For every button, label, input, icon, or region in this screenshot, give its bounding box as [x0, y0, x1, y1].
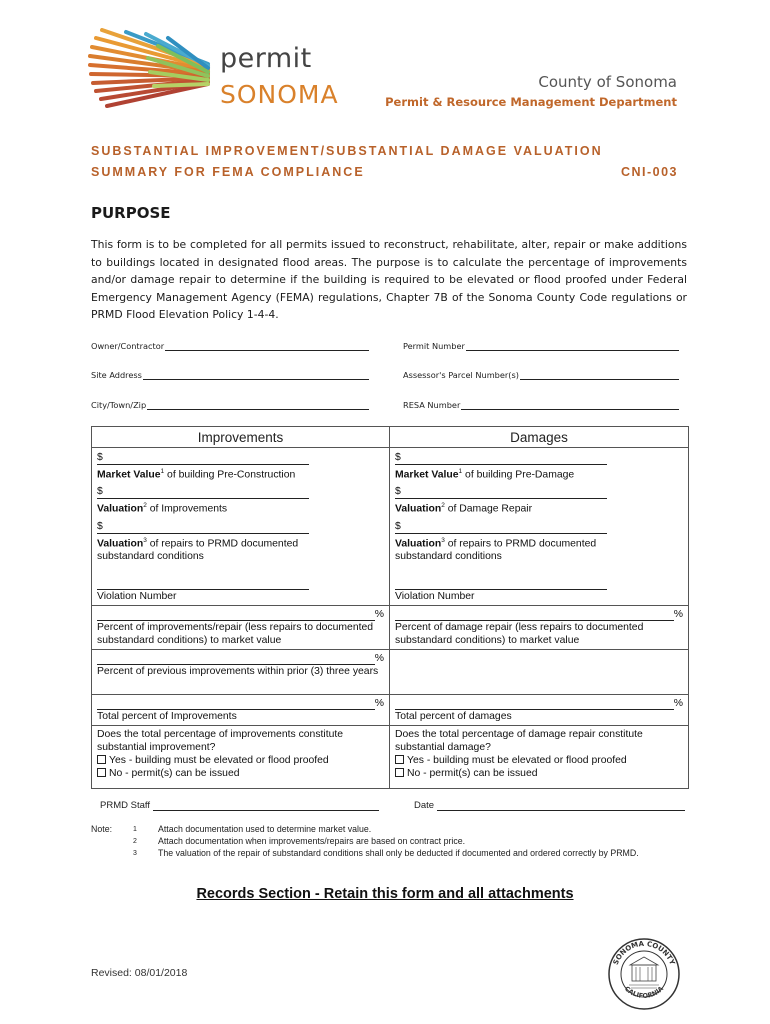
imp-question: Does the total percentage of improvements constitute substantial improvement? — [97, 729, 344, 754]
note-item: Attach documentation when improvements/repairs are based on contract price. — [158, 835, 466, 846]
dmg-total-input[interactable]: % — [395, 697, 683, 710]
date-field[interactable] — [414, 799, 685, 811]
purpose-text: This form is to be completed for all permits issued to reconstruct, rehabilitate, alter, repair or make additions to buildings located in designated flood areas. The purpose is to calculate the percentage of improvements and/or damage repair to determine if the building is required to be elevated or flood proofed under Federal Emergency Management Agency (FEMA) regulations, Chapter 7B of the Sonoma County Code regulations or PRMD Flood Elevation Policy 1-4-4. — [91, 238, 687, 321]
form-title-line1: SUBSTANTIAL IMPROVEMENT/SUBSTANTIAL DAMAGE VALUATION — [91, 144, 603, 158]
imp-percent-input[interactable]: % — [97, 608, 384, 621]
imp-violation-input[interactable] — [97, 575, 309, 590]
form-title-line2: SUMMARY FOR FEMA COMPLIANCE — [91, 165, 365, 179]
damages-header: Damages — [390, 427, 689, 448]
logo-word-permit: permit — [220, 43, 312, 74]
resa-label: RESA Number — [403, 400, 461, 410]
records-section: Records Section - Retain this form and all attachments — [196, 886, 574, 902]
site-address-field[interactable] — [91, 369, 369, 380]
imp-total-label: Total percent of Improvements — [97, 711, 237, 723]
logo-word-sonoma: SONOMA — [220, 80, 339, 109]
svg-text:CALIFORNIA: CALIFORNIA — [622, 984, 666, 1000]
dmg-question: Does the total percentage of damage repair constitute substantial damage? — [395, 729, 643, 754]
imp-total-cell — [92, 695, 390, 726]
dmg-percent-label: Percent of damage repair (less repairs to documented substandard conditions) to market value — [395, 622, 644, 647]
dmg-percent-cell — [390, 606, 689, 650]
dmg-question-cell — [390, 726, 689, 789]
permit-number-field[interactable] — [403, 340, 679, 351]
notes-list: 1 Attach documentation used to determine market value. 2 Attach documentation when improvements/repairs are based on contract price. 3 The valuation of the repair of substandard conditions shall only be deducted if documented and ordered correctly by PRMD. — [133, 824, 639, 858]
imp-repairs-input[interactable]: $ — [97, 520, 309, 534]
dmg-total-cell — [390, 695, 689, 726]
city-field[interactable] — [91, 399, 369, 410]
valuation-table — [91, 426, 689, 789]
imp-question-cell — [92, 726, 390, 789]
dmg-violation-label: Violation Number — [395, 591, 475, 603]
department-name: Permit & Resource Management Department — [385, 95, 677, 109]
dmg-total-label: Total percent of damages — [395, 711, 512, 723]
prior-percent-cell — [92, 650, 390, 695]
note-item: The valuation of the repair of substandard conditions shall only be deducted if documented and ordered correctly by PRMD. — [158, 847, 639, 858]
prior-percent-input[interactable]: % — [97, 652, 384, 665]
improvements-header: Improvements — [92, 427, 390, 448]
imp-total-input[interactable]: % — [97, 697, 384, 710]
apn-label: Assessor's Parcel Number(s) — [403, 370, 519, 380]
date-label: Date — [414, 800, 435, 811]
improvements-values-cell: $ Market Value$^1$ of building Pre-Construction $ Valuation$^2$ of Improvements $ Valuation$^3$ of repairs to PRMD documented substandard conditions Violation Number — [92, 448, 390, 606]
imp-percent-label: Percent of improvements/repair (less repairs to documented substandard conditions) to market value — [97, 622, 374, 647]
city-label: City/Town/Zip — [91, 400, 147, 410]
dmg-no-checkbox[interactable]: No - permit(s) can be issued — [395, 767, 683, 780]
revised-date: Revised: 08/01/2018 — [91, 967, 188, 979]
dmg-valuation-input[interactable]: $ — [395, 485, 607, 499]
dmg-percent-input[interactable]: % — [395, 608, 683, 621]
site-address-label: Site Address — [91, 370, 142, 380]
prior-percent-label: Percent of previous improvements within prior (3) three years — [97, 666, 379, 678]
dmg-market-value-input[interactable]: $ — [395, 451, 607, 465]
imp-no-checkbox[interactable]: No - permit(s) can be issued — [97, 767, 384, 780]
dmg-violation-input[interactable] — [395, 575, 607, 590]
purpose-heading: PURPOSE — [91, 204, 171, 222]
imp-percent-cell — [92, 606, 390, 650]
apn-field[interactable] — [403, 369, 679, 380]
imp-yes-checkbox[interactable]: Yes - building must be elevated or flood proofed — [97, 754, 384, 767]
imp-violation-label: Violation Number — [97, 591, 177, 603]
county-name: County of Sonoma — [538, 73, 677, 91]
owner-label: Owner/Contractor — [91, 341, 165, 351]
svg-text:SONOMA COUNTY: SONOMA COUNTY — [611, 939, 677, 967]
note-label: Note: — [91, 824, 113, 834]
imp-market-value-input[interactable]: $ — [97, 451, 309, 465]
prmd-staff-label: PRMD Staff — [100, 800, 150, 811]
county-seal-icon — [607, 937, 681, 1011]
permit-sonoma-logo-icon — [88, 28, 218, 110]
damages-values-cell: $ Market Value$^1$ of building Pre-Damage $ Valuation$^2$ of Damage Repair $ Valuation$^3$ of repairs to PRMD documented substandard conditions Violation Number — [390, 448, 689, 606]
imp-valuation-input[interactable]: $ — [97, 485, 309, 499]
empty-cell — [390, 650, 689, 695]
owner-field[interactable] — [91, 340, 369, 351]
form-code: CNI-003 — [620, 165, 678, 179]
prmd-staff-field[interactable] — [100, 799, 379, 811]
dmg-yes-checkbox[interactable]: Yes - building must be elevated or flood proofed — [395, 754, 683, 767]
resa-field[interactable] — [403, 399, 679, 410]
dmg-repairs-input[interactable]: $ — [395, 520, 607, 534]
permit-number-label: Permit Number — [403, 341, 465, 351]
note-item: Attach documentation used to determine market value. — [158, 824, 372, 834]
